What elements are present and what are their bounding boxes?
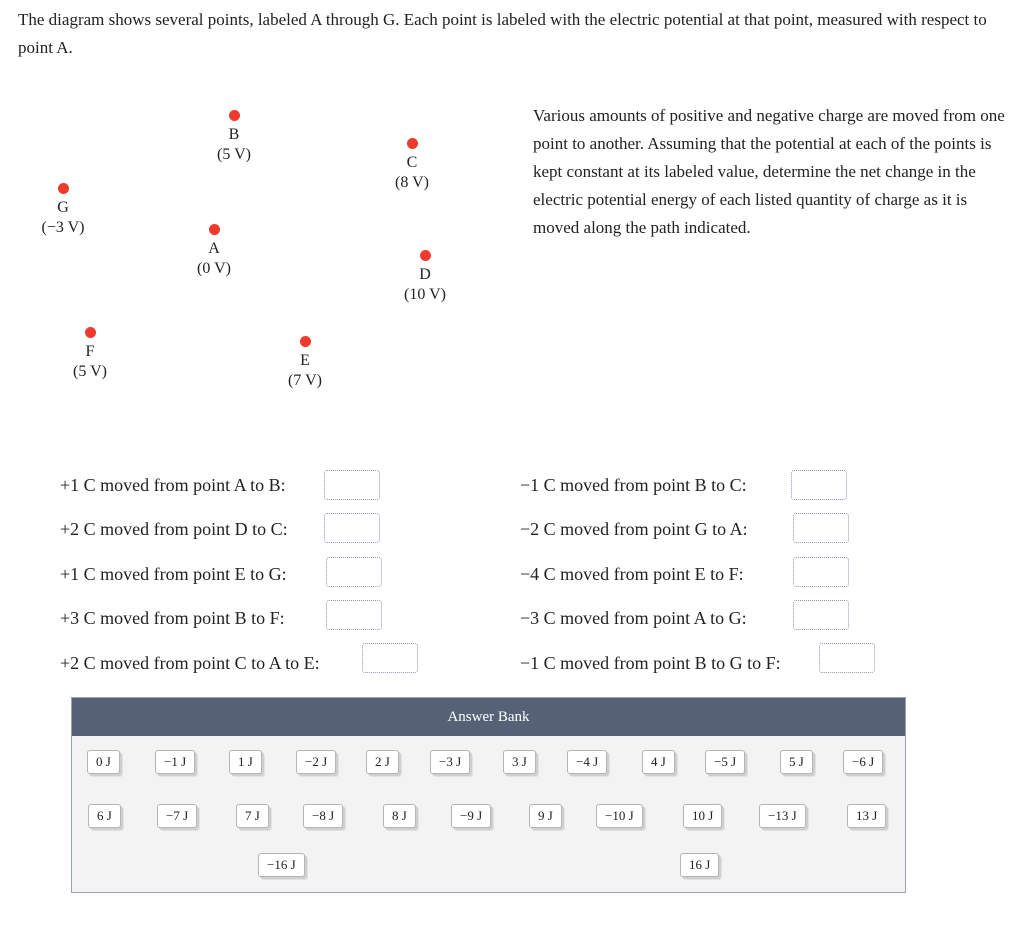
point-c bbox=[367, 138, 457, 193]
question-text: −1 C moved from point B to C: bbox=[520, 474, 747, 495]
answer-bank-header: Answer Bank bbox=[72, 698, 905, 736]
point-label: F bbox=[85, 343, 95, 360]
question-text: +1 C moved from point A to B: bbox=[60, 474, 286, 495]
intro-text: The diagram shows several points, labeled A through G. Each point is labeled with the electric potential at that point, measured with respect to point A. bbox=[18, 10, 987, 57]
question-row bbox=[60, 558, 287, 590]
point-d bbox=[380, 250, 470, 305]
answer-drop-zone[interactable] bbox=[819, 643, 875, 673]
answer-chip[interactable]: 5 J bbox=[780, 750, 813, 774]
question-row bbox=[60, 469, 286, 501]
answer-chip[interactable]: −13 J bbox=[759, 804, 806, 828]
answer-drop-zone[interactable] bbox=[793, 513, 849, 543]
answer-drop-zone[interactable] bbox=[791, 470, 847, 500]
point-marker bbox=[229, 110, 240, 121]
answer-chip[interactable]: 6 J bbox=[88, 804, 121, 828]
point-label: B bbox=[228, 126, 240, 143]
question-text: +3 C moved from point B to F: bbox=[60, 607, 285, 628]
answer-chip[interactable]: 1 J bbox=[229, 750, 262, 774]
answer-chip[interactable]: 9 J bbox=[529, 804, 562, 828]
answer-chip[interactable]: 4 J bbox=[642, 750, 675, 774]
point-a bbox=[169, 224, 259, 279]
point-potential: (10 V) bbox=[404, 286, 446, 303]
answer-chip[interactable]: −6 J bbox=[843, 750, 883, 774]
question-text: +2 C moved from point C to A to E: bbox=[60, 652, 320, 673]
point-label: C bbox=[406, 154, 418, 171]
question-row bbox=[60, 602, 285, 634]
instructions-text: Various amounts of positive and negative charge are moved from one point to another. Assuming that the potential at each of the points is kept constant at its labeled value, determine the net change in the electric potential energy of each listed quantity of charge as it is moved along the path indicated. bbox=[533, 106, 1005, 237]
answer-drop-zone[interactable] bbox=[793, 600, 849, 630]
answer-chip[interactable]: 3 J bbox=[503, 750, 536, 774]
answer-chip[interactable]: 7 J bbox=[236, 804, 269, 828]
answer-drop-zone[interactable] bbox=[326, 600, 382, 630]
answer-chip[interactable]: 0 J bbox=[87, 750, 120, 774]
question-row bbox=[520, 513, 748, 545]
point-label: A bbox=[208, 240, 220, 257]
question-row bbox=[60, 647, 320, 679]
point-potential: (5 V) bbox=[217, 146, 251, 163]
point-marker bbox=[300, 336, 311, 347]
point-potential: (0 V) bbox=[197, 260, 231, 277]
point-potential: (−3 V) bbox=[41, 219, 85, 236]
answer-drop-zone[interactable] bbox=[793, 557, 849, 587]
question-row bbox=[520, 602, 747, 634]
answer-chip[interactable]: −2 J bbox=[296, 750, 336, 774]
answer-chip[interactable]: −16 J bbox=[258, 853, 305, 877]
answer-chip[interactable]: 8 J bbox=[383, 804, 416, 828]
point-potential: (5 V) bbox=[73, 363, 107, 380]
answer-drop-zone[interactable] bbox=[326, 557, 382, 587]
question-row bbox=[520, 647, 781, 679]
point-g bbox=[18, 183, 108, 238]
answer-chip[interactable]: −10 J bbox=[596, 804, 643, 828]
answer-chip[interactable]: −5 J bbox=[705, 750, 745, 774]
point-potential: (7 V) bbox=[288, 372, 322, 389]
answer-chip[interactable]: −3 J bbox=[430, 750, 470, 774]
answer-chip[interactable]: 10 J bbox=[683, 804, 722, 828]
answer-chip[interactable]: 2 J bbox=[366, 750, 399, 774]
question-row bbox=[520, 469, 747, 501]
answer-drop-zone[interactable] bbox=[324, 513, 380, 543]
point-marker bbox=[420, 250, 431, 261]
answer-chip[interactable]: 16 J bbox=[680, 853, 719, 877]
point-b bbox=[189, 110, 279, 165]
answer-drop-zone[interactable] bbox=[362, 643, 418, 673]
question-row bbox=[60, 513, 288, 545]
answer-chip[interactable]: −4 J bbox=[567, 750, 607, 774]
answer-chip[interactable]: −9 J bbox=[451, 804, 491, 828]
point-potential: (8 V) bbox=[395, 174, 429, 191]
answer-chip[interactable]: 13 J bbox=[847, 804, 886, 828]
question-row bbox=[520, 558, 744, 590]
point-label: D bbox=[419, 266, 431, 283]
point-marker bbox=[58, 183, 69, 194]
answer-chip[interactable]: −8 J bbox=[303, 804, 343, 828]
point-label: E bbox=[300, 352, 310, 369]
answer-bank-body bbox=[72, 736, 905, 892]
point-marker bbox=[209, 224, 220, 235]
point-marker bbox=[85, 327, 96, 338]
point-f bbox=[45, 327, 135, 382]
answer-bank bbox=[71, 697, 906, 893]
answer-chip[interactable]: −1 J bbox=[155, 750, 195, 774]
question-text: −2 C moved from point G to A: bbox=[520, 518, 748, 539]
point-label: G bbox=[57, 199, 69, 216]
point-marker bbox=[407, 138, 418, 149]
question-text: +1 C moved from point E to G: bbox=[60, 563, 287, 584]
answer-drop-zone[interactable] bbox=[324, 470, 380, 500]
question-text: −4 C moved from point E to F: bbox=[520, 563, 744, 584]
question-text: +2 C moved from point D to C: bbox=[60, 518, 288, 539]
question-text: −3 C moved from point A to G: bbox=[520, 607, 747, 628]
answer-chip[interactable]: −7 J bbox=[157, 804, 197, 828]
point-e bbox=[260, 336, 350, 391]
question-text: −1 C moved from point B to G to F: bbox=[520, 652, 781, 673]
